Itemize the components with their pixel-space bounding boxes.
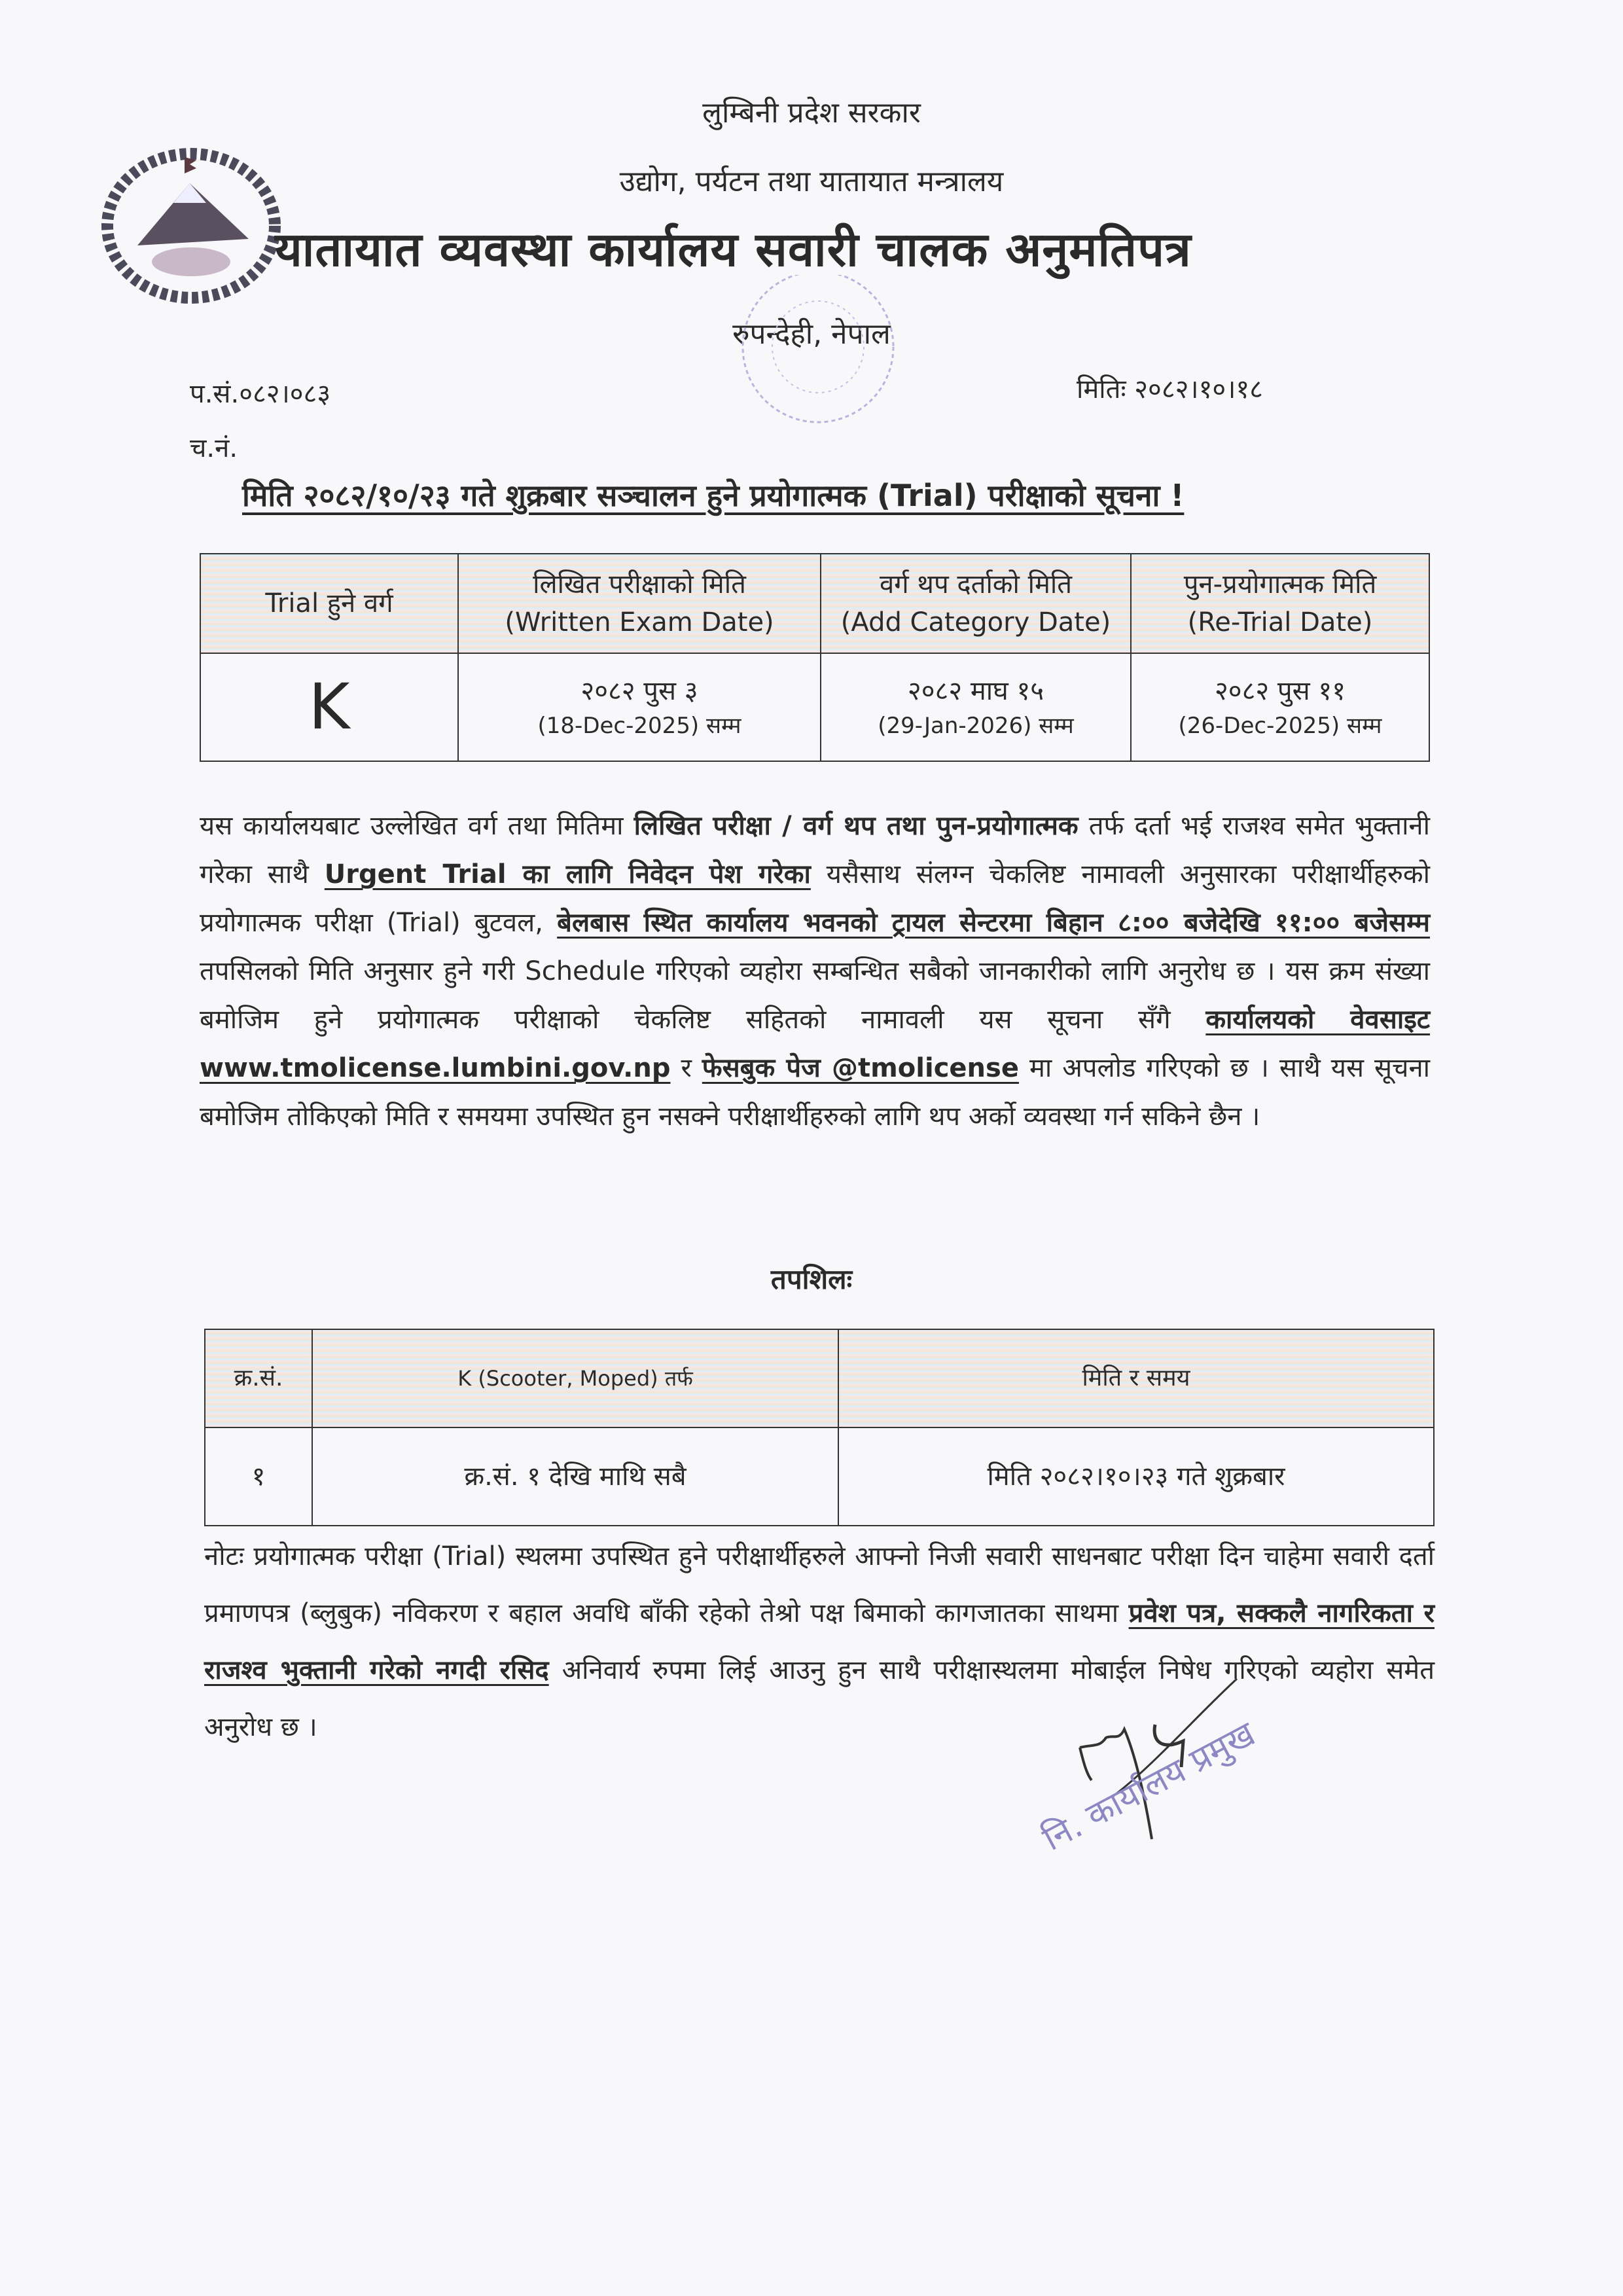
category-table-header	[200, 554, 1429, 653]
header-cell: क्र.सं.	[205, 1329, 312, 1427]
date-en: (26-Dec-2025) सम्म	[1178, 712, 1382, 739]
header-cell: K (Scooter, Moped) तर्फ	[312, 1329, 838, 1427]
schedule-heading: तपशिलः	[770, 1263, 853, 1295]
body-text: मा अपलोड गरिएको छ । साथै यस सूचना बमोजिम तोकिएको मिति र समयमा उपस्थित हुन नसक्ने परीक्षार्थीहरुको लागि थप अर्को व्यवस्था गर्न सकिने छैन ।	[200, 1053, 1431, 1132]
date-en: (18-Dec-2025) सम्म	[537, 712, 741, 739]
header-location: रुपन्देही, नेपाल	[732, 317, 891, 351]
dispatch-number: च.नं.	[190, 433, 238, 463]
date-np: २०८२ पुस ११	[1215, 675, 1346, 706]
note-text: अनिवार्य रुपमा लिई आउनु हुन साथै परीक्षास्थलमा मोबाईल निषेध गरिएको व्यहोरा समेत अनुरोध छ ।	[204, 1655, 1435, 1742]
schedule-table	[204, 1329, 1435, 1526]
header-cell: मिति र समय	[838, 1329, 1434, 1427]
header-label: लिखित परीक्षाको मिति	[533, 569, 746, 600]
header-label: Trial हुने वर्ग	[265, 588, 393, 619]
body-text: तपसिलको मिति अनुसार हुने गरी Schedule गरिएको व्यहोरा सम्बन्धित सबैको जानकारीको लागि अनुरोध छ । यस क्रम संख्या बमोजिम हुने प्रयोगात्मक परीक्षाको चेकलिष्ट सहितको नामावली यस सूचना सँगै	[200, 956, 1430, 1035]
header-label: पुन-प्रयोगात्मक मिति	[1183, 569, 1377, 600]
body-underlined: Urgent Trial का लागि निवेदन पेश गरेका	[324, 859, 811, 889]
range-cell: क्र.सं. १ देखि माथि सबै	[312, 1427, 838, 1526]
header-cell	[821, 554, 1131, 653]
header-sublabel: (Re-Trial Date)	[1187, 607, 1373, 637]
serial-cell: १	[205, 1427, 312, 1526]
table-row	[200, 653, 1429, 761]
date-np: २०८२ पुस ३	[580, 675, 698, 706]
header-cell	[1131, 554, 1429, 653]
note-text: नोटः प्रयोगात्मक परीक्षा (Trial) स्थलमा उपस्थित हुने परीक्षार्थीहरुले आफ्नो निजी सवारी साधनबाट परीक्षा दिन चाहेमा सवारी दर्ता प्रमाणपत्र (ब्लुबुक) नविकरण र बहाल अवधि बाँकी रहेको तेश्रो पक्ष बिमाको कागजातका साथमा	[204, 1541, 1435, 1628]
note-underlined: प्रवेश पत्र, सक्कलै नागरिकता र राजश्व भुक्तानी गरेको नगदी रसिद	[204, 1598, 1435, 1685]
body-text: यस कार्यालयबाट उल्लेखित वर्ग तथा मितिमा	[200, 811, 634, 841]
category-cell: K	[200, 653, 458, 761]
add-category-date-cell	[821, 653, 1131, 761]
written-date-cell	[458, 653, 821, 761]
header-cell	[458, 554, 821, 653]
facebook-link[interactable]: फेसबुक पेज @tmolicense	[702, 1053, 1019, 1083]
body-underlined: बेलबास स्थित कार्यालय भवनको ट्रायल सेन्टरमा बिहान ८:०० बजेदेखि ११:०० बजेसम्म	[557, 908, 1430, 938]
header-label: वर्ग थप दर्ताको मिति	[879, 569, 1073, 600]
body-underlined: कार्यालयको वेवसाइट	[1205, 1005, 1430, 1035]
schedule-table-header	[205, 1329, 1434, 1427]
header-ministry: उद्योग, पर्यटन तथा यातायात मन्त्रालय	[619, 165, 1004, 198]
body-text: यसैसाथ संलग्न चेकलिष्ट नामावली अनुसारका परीक्षार्थीहरुको प्रयोगात्मक परीक्षा (Trial) बुटवल,	[200, 859, 1430, 938]
header-office: यातायात व्यवस्था कार्यालय सवारी चालक अनुमतिपत्र	[275, 222, 1192, 277]
body-text: र	[670, 1053, 702, 1083]
datetime-cell: मिति २०८२।१०।२३ गते शुक्रबार	[838, 1427, 1434, 1526]
header-province: लुम्बिनी प्रदेश सरकार	[702, 96, 921, 130]
date-np: २०८२ माघ १५	[907, 675, 1044, 706]
official-stamp: नि. कार्यालय प्रमुख	[1036, 1714, 1262, 1859]
letter-number: प.सं.०८२।०८३	[190, 379, 331, 409]
notice-title: मिति २०८२/१०/२३ गते शुक्रबार सञ्चालन हुने प्रयोगात्मक (Trial) परीक्षाको सूचना !	[242, 478, 1185, 513]
letter-date: मितिः २०८२।१०।१८	[1077, 374, 1263, 404]
header-sublabel: (Add Category Date)	[840, 607, 1111, 637]
body-emphasis: लिखित परीक्षा / वर्ग थप तथा पुन-प्रयोगात्मक	[633, 811, 1079, 841]
website-link[interactable]: www.tmolicense.lumbini.gov.np	[200, 1053, 671, 1083]
body-text: तर्फ दर्ता भई राजश्व समेत भुक्तानी गरेका साथै	[200, 811, 1430, 889]
office-seal-stamp	[707, 275, 942, 445]
body-paragraph	[200, 802, 1430, 1141]
header-sublabel: (Written Exam Date)	[505, 607, 774, 637]
table-row	[205, 1427, 1434, 1526]
retrial-date-cell	[1131, 653, 1429, 761]
date-en: (29-Jan-2026) सम्म	[878, 712, 1074, 739]
header-cell	[200, 554, 458, 653]
category-table	[200, 553, 1430, 762]
